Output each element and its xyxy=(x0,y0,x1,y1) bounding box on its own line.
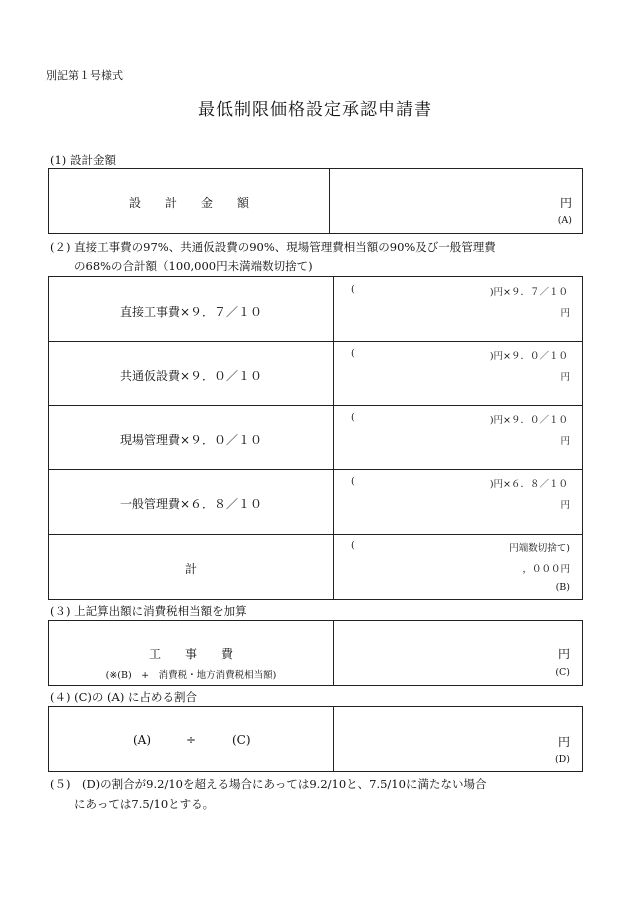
direct-construction-label: 直接工事費×９．７／１０ xyxy=(119,305,263,319)
design-amount-label: 設 計 金 額 xyxy=(128,196,249,210)
ratio-table xyxy=(48,706,583,772)
document-title: 最低制限価格設定承認申請書 xyxy=(198,100,432,120)
general-management-formula: )円×６．８／１０ xyxy=(489,479,568,490)
divide-sign: ÷ xyxy=(186,733,197,747)
construction-cost-table xyxy=(48,620,583,686)
total-amount: ，０００円 xyxy=(522,564,570,575)
common-temporary-unit: 円 xyxy=(560,372,570,383)
mark-a: (A) xyxy=(557,215,572,226)
section-2-heading-line2: の68%の合計額（100,000円未満端数切捨て) xyxy=(74,259,313,273)
paren-open: ( xyxy=(351,348,355,359)
paren-open: ( xyxy=(351,412,355,423)
general-management-unit: 円 xyxy=(560,500,570,511)
direct-construction-unit: 円 xyxy=(560,308,570,319)
common-temporary-label: 共通仮設費×９．０／１０ xyxy=(119,369,263,383)
cost-breakdown-table xyxy=(48,276,583,600)
section-5-line2: にあっては7.5/10とする。 xyxy=(74,797,215,811)
ratio-c: (C) xyxy=(232,733,251,747)
site-management-formula: )円×９．０／１０ xyxy=(489,415,568,426)
total-rounding-note: 円端数切捨て) xyxy=(509,543,570,554)
direct-construction-formula: )円×９．７／１０ xyxy=(489,287,568,298)
section-1-heading: (1) 設計金額 xyxy=(50,153,116,167)
paren-open: ( xyxy=(351,476,355,487)
mark-d: (D) xyxy=(554,754,570,765)
section-3-heading: (３) 上記算出額に消費税相当額を加算 xyxy=(50,604,247,618)
mark-b: (B) xyxy=(555,582,570,593)
ratio-a: (A) xyxy=(133,733,152,747)
construction-cost-label: 工 事 費 xyxy=(148,647,233,661)
construction-cost-note: (※(B) + 消費税・地方消費税相当額) xyxy=(105,670,277,681)
form-number: 別記第１号様式 xyxy=(46,69,123,82)
common-temporary-formula: )円×９．０／１０ xyxy=(489,351,568,362)
ratio-unit: 円 xyxy=(557,735,570,749)
section-2-heading-line1: (２) 直接工事費の97%、共通仮設費の90%、現場管理費相当額の90%及び一般管理費 xyxy=(50,240,496,254)
general-management-label: 一般管理費×６．８／１０ xyxy=(119,497,263,511)
mark-c: (C) xyxy=(555,667,570,678)
paren-open: ( xyxy=(351,284,355,295)
design-amount-unit: 円 xyxy=(559,196,572,210)
construction-cost-unit: 円 xyxy=(557,647,570,661)
site-management-unit: 円 xyxy=(560,436,570,447)
section-4-heading: (４) (C)の (A) に占める割合 xyxy=(50,690,197,704)
paren-open: ( xyxy=(351,540,355,551)
design-amount-table xyxy=(48,168,583,234)
section-5-line1: (５) (D)の割合が9.2/10を超える場合にあっては9.2/10と、7.5/10に満たない場合 xyxy=(50,777,487,791)
site-management-label: 現場管理費×９．０／１０ xyxy=(119,433,263,447)
total-label: 計 xyxy=(184,562,197,576)
